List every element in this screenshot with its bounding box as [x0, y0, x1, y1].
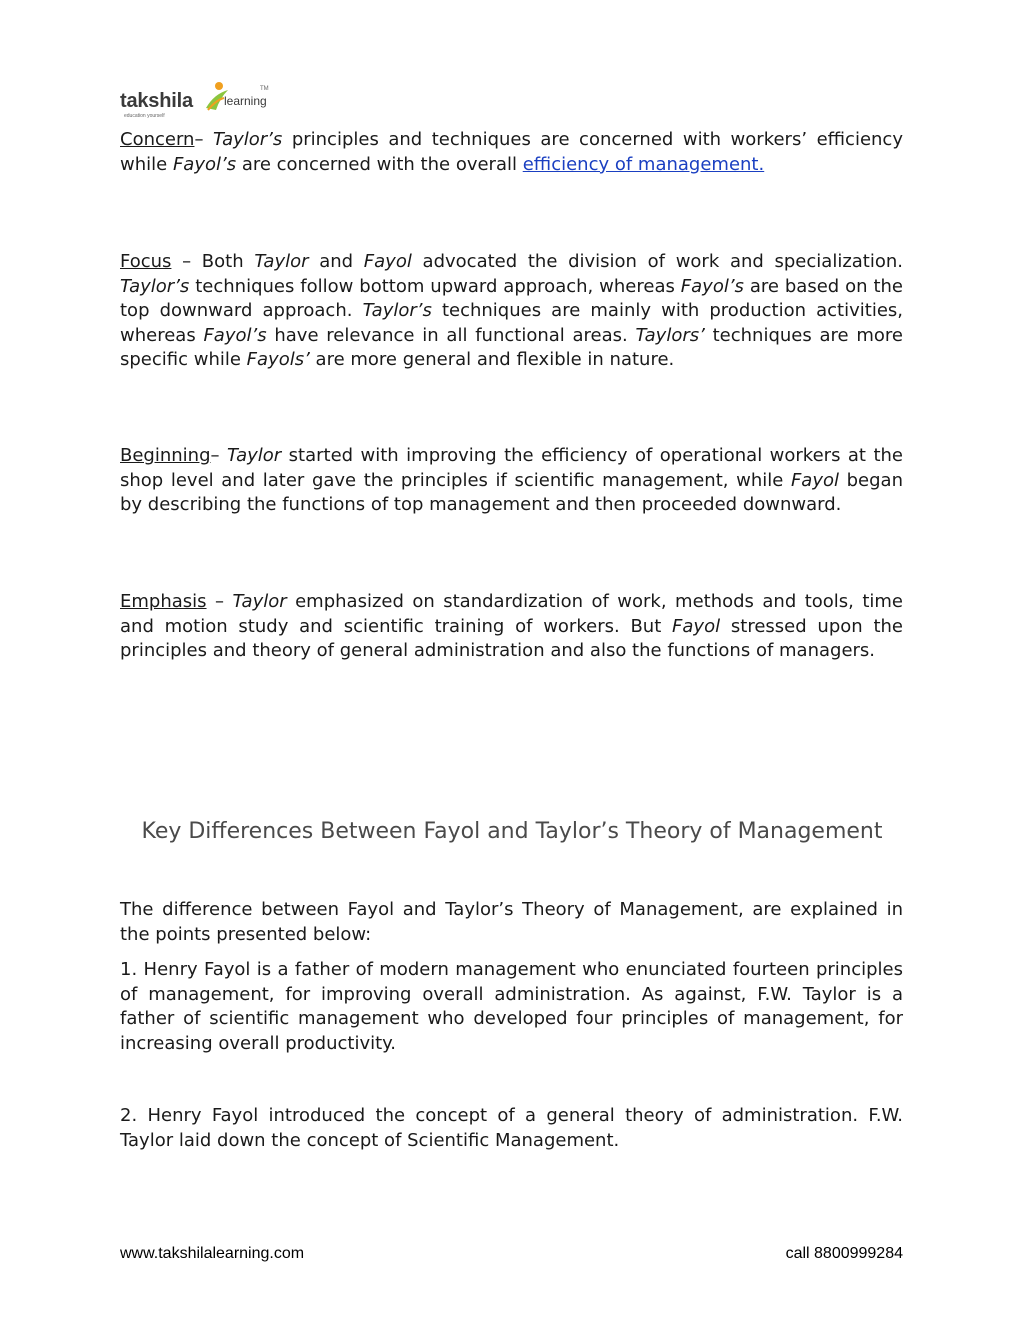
emphasis-label: Emphasis: [120, 591, 207, 612]
point-1-paragraph: 1. Henry Fayol is a father of modern management who enunciated fourteen principles of management, for improving overall administration. As against, F.W. Taylor is a father of scientific management who developed four principles of management, for increasing overall productivity.: [120, 959, 903, 1054]
concern-paragraph: Concern– Taylor’s principles and techniques are concerned with workers’ efficiency while Fayol’s are concerned with the overall efficiency of management.: [120, 129, 903, 175]
logo-learning-text: learning: [224, 94, 267, 108]
concern-label: Concern: [120, 129, 195, 150]
focus-label: Focus: [120, 251, 172, 272]
logo-tagline: education yourself: [124, 113, 165, 119]
beginning-paragraph: Beginning– Taylor started with improving the efficiency of operational workers at the shop level and later gave the principles if scientific management, while Fayol began by describing the functions of top management and then proceeded downward.: [120, 445, 903, 516]
emphasis-paragraph: Emphasis – Taylor emphasized on standardization of work, methods and tools, time and motion study and scientific training of workers. But Fayol stressed upon the principles and theory of general administration and also the functions of managers.: [120, 591, 904, 662]
footer-phone: call 8800999284: [785, 1245, 903, 1262]
point-2-paragraph: 2. Henry Fayol introduced the concept of a general theory of administration. F.W. Taylor laid down the concept of Scientific Management.: [120, 1105, 903, 1151]
efficiency-of-management-link[interactable]: efficiency of management.: [522, 153, 765, 175]
logo-brand-text: takshila: [120, 90, 193, 112]
section-heading: Key Differences Between Fayol and Taylor’s Theory of Management: [141, 819, 883, 844]
logo-tm: TM: [260, 86, 269, 92]
footer-website: www.takshilalearning.com: [120, 1245, 305, 1262]
takshila-logo: [120, 80, 270, 120]
focus-paragraph: Focus – Both Taylor and Fayol advocated the division of work and specialization. Taylor’s techniques follow bottom upward approach, whereas Fayol’s are based on the top downward approach. Taylor’s techniques are mainly with production activities, whereas Fayol’s have relevance in all functional areas. Taylors’ techniques are more specific while Fayols’ are more general and flexible in nature.: [120, 251, 903, 371]
beginning-label: Beginning: [120, 445, 211, 466]
intro-paragraph: The difference between Fayol and Taylor’s Theory of Management, are explained in the points presented below:: [120, 899, 903, 945]
